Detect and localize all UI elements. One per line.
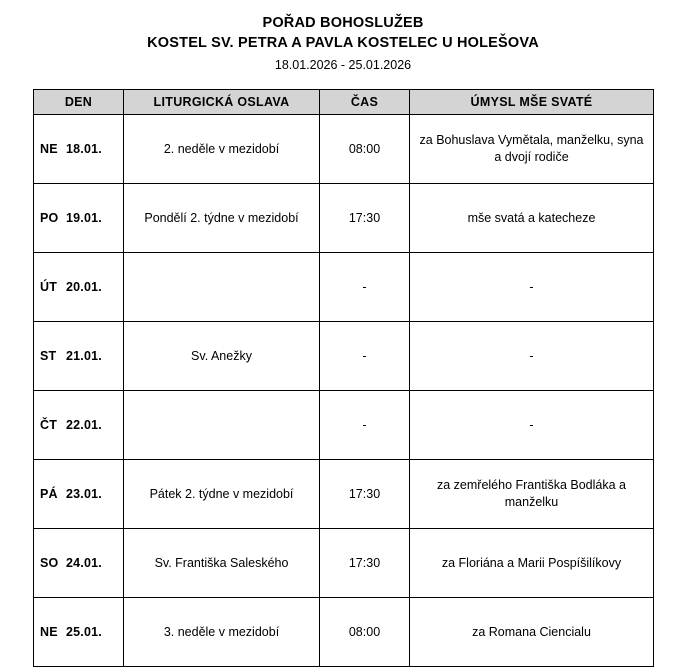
- schedule-table: [33, 89, 654, 667]
- cell-intention: -: [410, 253, 654, 322]
- day-date: 24.01.: [66, 556, 102, 570]
- table-header-row: [34, 90, 654, 115]
- cell-intention: -: [410, 391, 654, 460]
- cell-intention: za zemřelého Františka Bodláka a manželku: [410, 460, 654, 529]
- day-date: 22.01.: [66, 418, 102, 432]
- cell-day: [34, 529, 124, 598]
- cell-liturgy: 2. neděle v mezidobí: [124, 115, 320, 184]
- cell-intention: -: [410, 322, 654, 391]
- day-of-week: PO: [40, 211, 59, 225]
- day-of-week: ČT: [40, 418, 58, 432]
- day-date: 19.01.: [66, 211, 102, 225]
- column-header-day: DEN: [34, 90, 124, 115]
- column-header-time: ČAS: [320, 90, 410, 115]
- cell-time: -: [320, 391, 410, 460]
- cell-day: [34, 322, 124, 391]
- day-date: 20.01.: [66, 280, 102, 294]
- day-of-week: SO: [40, 556, 59, 570]
- cell-day: [34, 253, 124, 322]
- cell-liturgy: Sv. Anežky: [124, 322, 320, 391]
- cell-intention: za Romana Ciencialu: [410, 598, 654, 667]
- cell-time: 17:30: [320, 529, 410, 598]
- cell-time: 17:30: [320, 184, 410, 253]
- table-row: [34, 253, 654, 322]
- page-title: POŘAD BOHOSLUŽEB: [262, 15, 424, 31]
- table-row: [34, 184, 654, 253]
- document-header: [0, 0, 686, 75]
- table-row: [34, 598, 654, 667]
- cell-liturgy: [124, 253, 320, 322]
- cell-intention: za Bohuslava Vymětala, manželku, syna a dvojí rodiče: [410, 115, 654, 184]
- schedule-table-wrapper: [33, 89, 653, 667]
- table-row: [34, 322, 654, 391]
- column-header-intention: ÚMYSL MŠE SVATÉ: [410, 90, 654, 115]
- cell-day: [34, 115, 124, 184]
- day-of-week: ÚT: [40, 280, 58, 294]
- day-of-week: NE: [40, 625, 58, 639]
- date-range: 18.01.2026 - 25.01.2026: [274, 58, 412, 72]
- page-subtitle-church: KOSTEL SV. PETRA A PAVLA KOSTELEC U HOLEŠOVA: [147, 35, 539, 51]
- cell-intention: za Floriána a Marii Pospíšilíkovy: [410, 529, 654, 598]
- cell-liturgy: [124, 391, 320, 460]
- column-header-liturgy: LITURGICKÁ OSLAVA: [124, 90, 320, 115]
- cell-day: [34, 184, 124, 253]
- table-body: [34, 115, 654, 667]
- cell-time: 08:00: [320, 598, 410, 667]
- cell-liturgy: Pondělí 2. týdne v mezidobí: [124, 184, 320, 253]
- cell-time: -: [320, 322, 410, 391]
- cell-liturgy: 3. neděle v mezidobí: [124, 598, 320, 667]
- day-date: 18.01.: [66, 142, 102, 156]
- cell-time: -: [320, 253, 410, 322]
- cell-day: [34, 460, 124, 529]
- day-of-week: PÁ: [40, 487, 58, 501]
- cell-day: [34, 598, 124, 667]
- cell-liturgy: Sv. Františka Saleského: [124, 529, 320, 598]
- cell-time: 08:00: [320, 115, 410, 184]
- cell-day: [34, 391, 124, 460]
- day-date: 25.01.: [66, 625, 102, 639]
- table-header: [34, 90, 654, 115]
- cell-time: 17:30: [320, 460, 410, 529]
- cell-liturgy: Pátek 2. týdne v mezidobí: [124, 460, 320, 529]
- day-date: 23.01.: [66, 487, 102, 501]
- day-of-week: ST: [40, 349, 57, 363]
- table-row: [34, 529, 654, 598]
- day-date: 21.01.: [66, 349, 102, 363]
- table-row: [34, 115, 654, 184]
- table-row: [34, 391, 654, 460]
- table-row: [34, 460, 654, 529]
- day-of-week: NE: [40, 142, 58, 156]
- cell-intention: mše svatá a katecheze: [410, 184, 654, 253]
